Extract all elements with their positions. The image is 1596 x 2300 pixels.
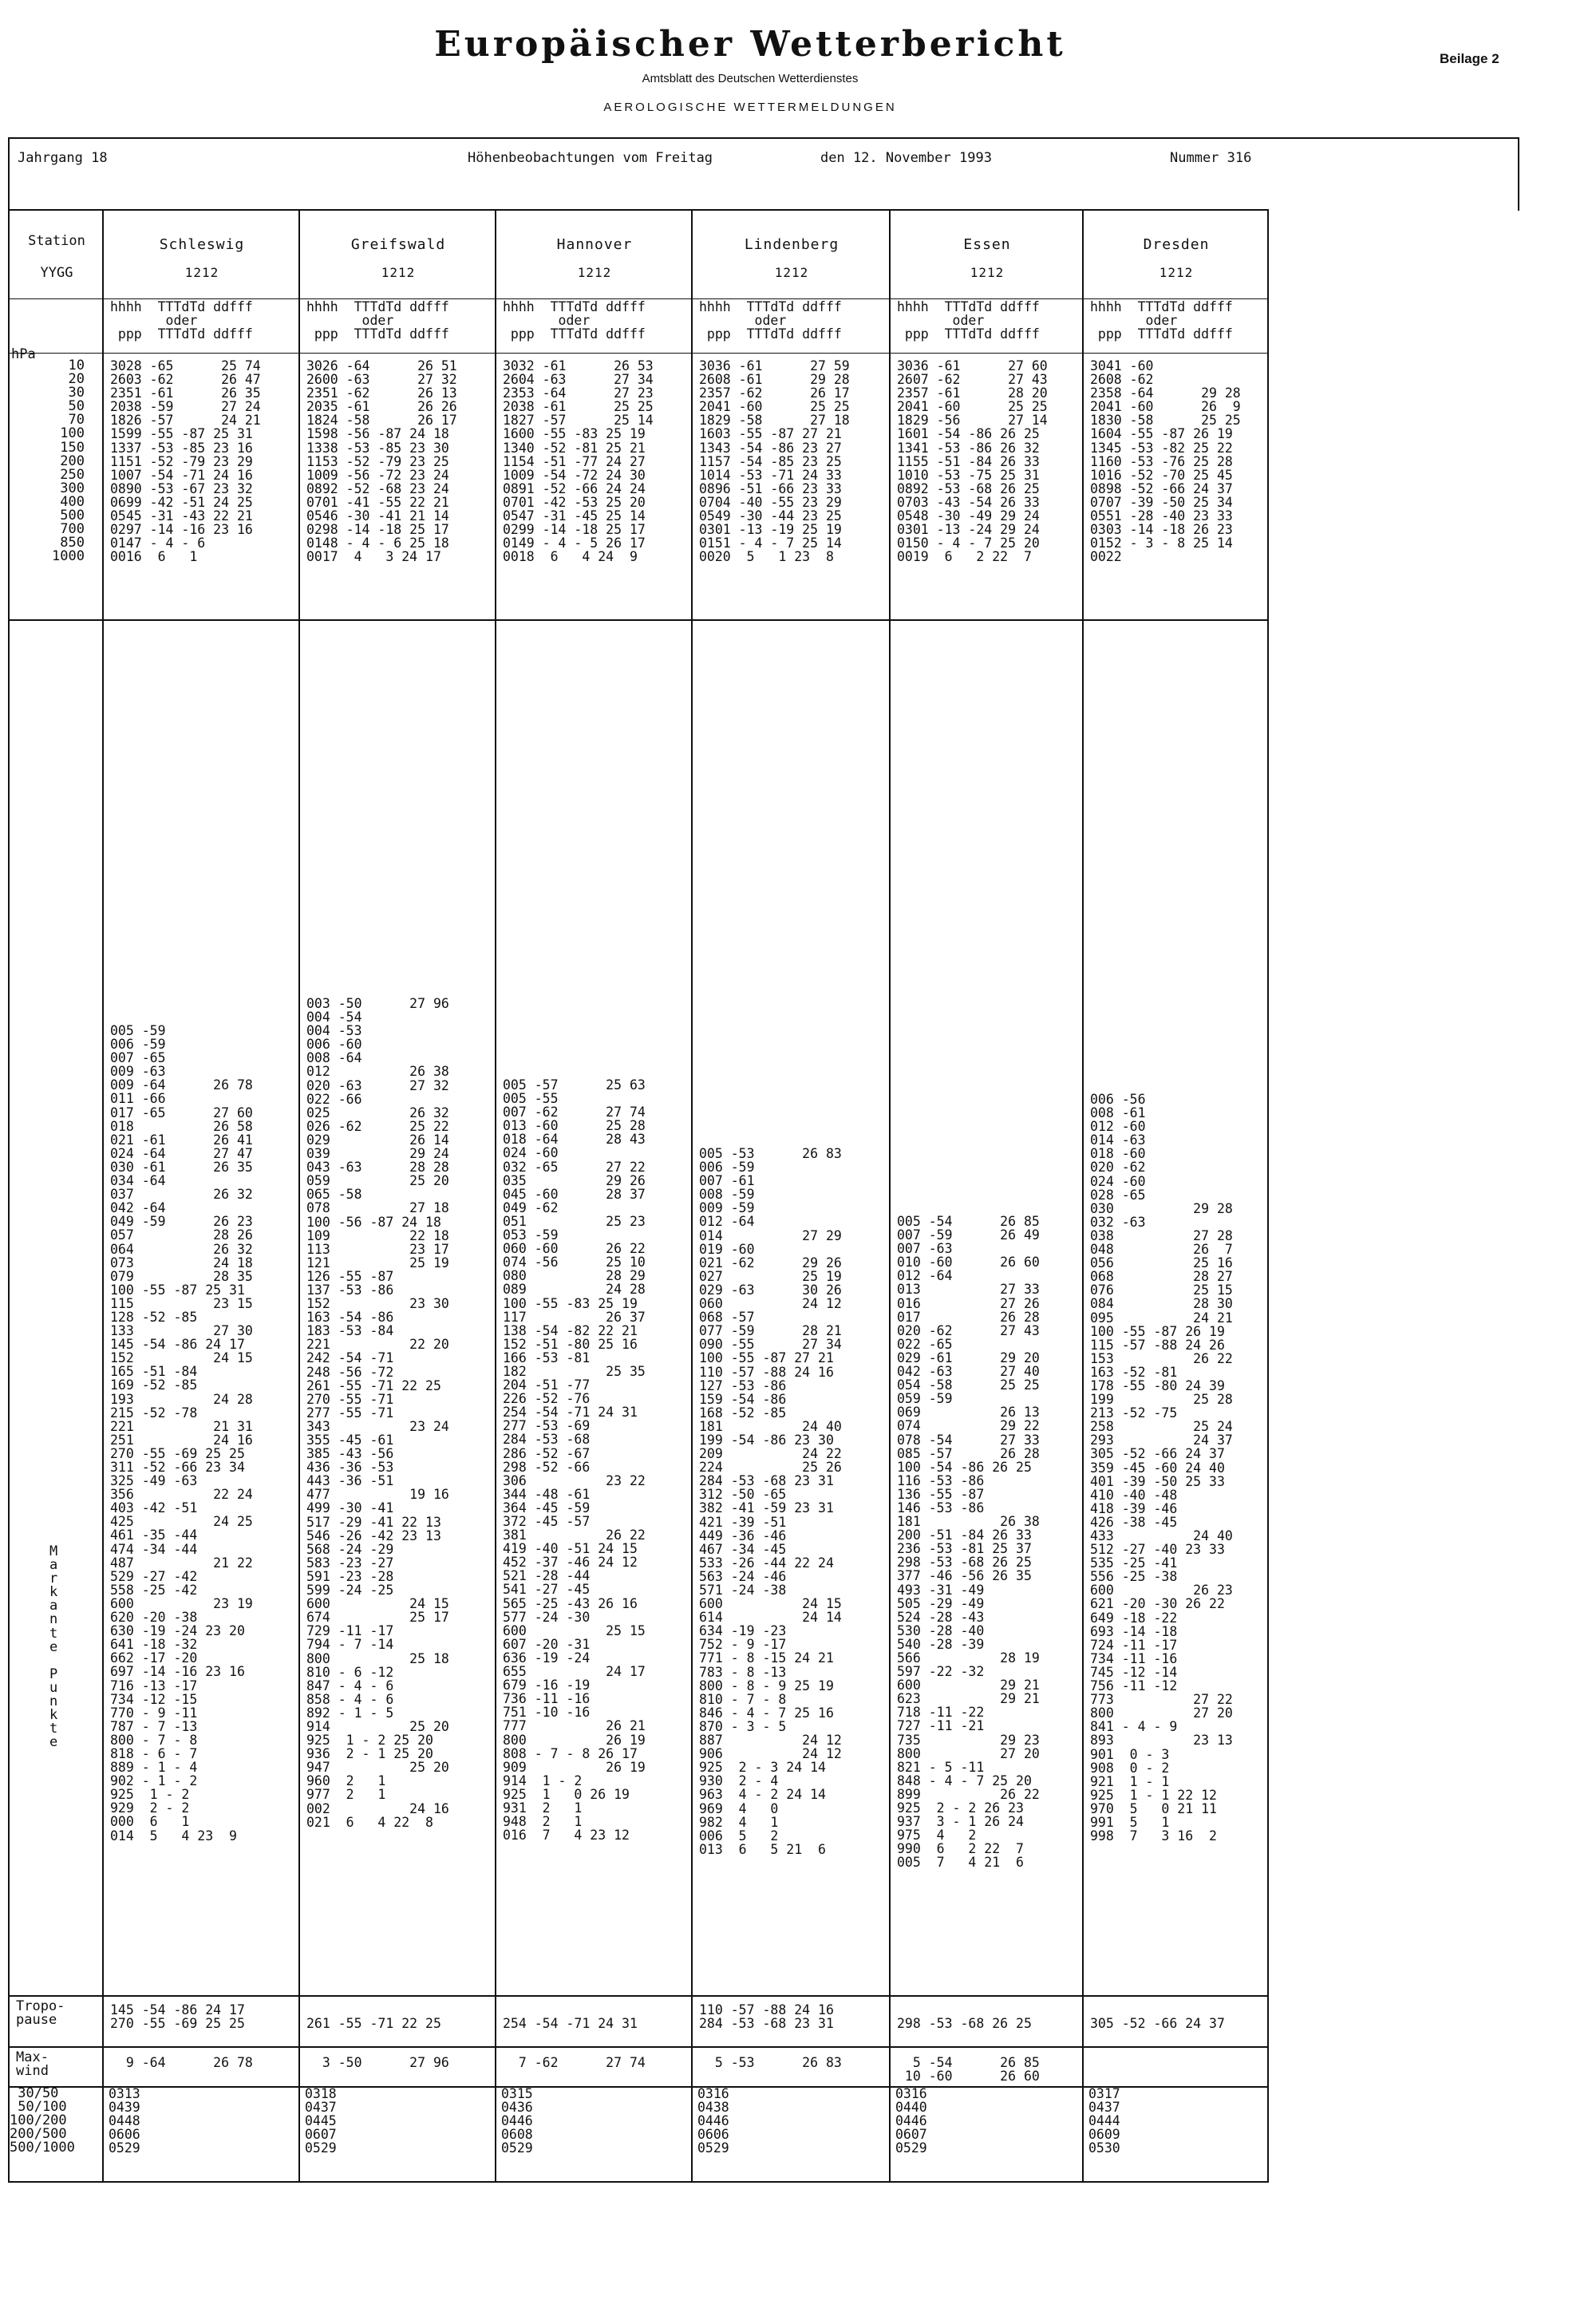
standard-levels-divider xyxy=(10,619,1267,621)
yygg-label: YYGG xyxy=(40,265,73,281)
markante-punkte-divider xyxy=(10,1995,1267,1997)
markante-punkte-block: 005 -54 26 85 007 -59 26 49 007 -63 010 -60 26 60 012 -64 013 27 33 016 27 26 017 26 28 020 -62 27 43 022 -65 029 -61 29 20 042 -63 27 40 054 -58 25 25 059 -59 069 26 13 074 29 22 078 -54 27 33 085 -57 26 28 100 -54 -86 26 25 116 -53 -86 136 -55 -87 146 -53 -86 181 26 38 200 -51 -84 26 33 236 -53 -81 25 37 298 -53 -68 26 25 377 -46 -56 26 35 493 -31 -49 505 -29 -49 524 -28 -43 530 -28 -40 540 -28 -39 566 28 19 597 -22 -32 600 29 21 623 29 21 718 -11 -22 727 -11 -21 735 29 23 800 27 20 821 - 5 -11 848 - 4 - 7 25 20 899 26 22 925 2 - 2 26 23 937 3 - 1 26 24 975 4 2 990 6 2 22 7 005 7 4 21 6 xyxy=(897,1214,1040,1871)
markante-punkte-label: M a r k a n t e P u n k t e xyxy=(49,1543,58,1751)
column-divider xyxy=(298,211,300,2182)
layer-block: 0316 0438 0446 0606 0529 xyxy=(697,2086,729,2156)
tropopause-label: Tropo- pause xyxy=(16,1998,65,2029)
station-yygg: 1212 xyxy=(577,265,612,280)
maxwind-block: 3 -50 27 96 xyxy=(306,2055,449,2070)
station-yygg: 1212 xyxy=(381,265,416,280)
tropopause-block: 110 -57 -88 24 16 284 -53 -68 23 31 xyxy=(699,2002,834,2032)
column-head-line1: hhhh TTTdTd ddfff xyxy=(503,299,646,314)
layer-block: 0317 0437 0444 0609 0530 xyxy=(1088,2086,1120,2156)
markante-punkte-block: 005 -57 25 63 005 -55 007 -62 27 74 013 -60 25 28 018 -64 28 43 024 -60 032 -65 27 22 035 29 26 045 -60 28 37 049 -62 051 25 23 053 -59 060 -60 26 22 074 -56 25 10 080 28 29 089 24 28 100 -55 -83 25 19 117 26 37 138 -54 -82 22 21 152 -51 -80 25 16 166 -53 -81 182 25 35 204 -51 -77 226 -52 -76 254 -54 -71 24 31 277 -53 -69 284 -53 -68 286 -52 -67 298 -52 -66 306 23 22 344 -48 -61 364 -45 -59 372 -45 -57 381 26 22 419 -40 -51 24 15 452 -37 -46 24 12 521 -28 -44 541 -27 -45 565 -25 -43 26 16 577 -24 -30 600 25 15 607 -20 -31 636 -19 -24 655 24 17 679 -16 -19 736 -11 -16 751 -10 -16 777 26 21 800 26 19 808 - 7 - 8 26 17 909 26 19 914 1 - 2 925 1 0 26 19 931 2 1 948 2 1 016 7 4 23 12 xyxy=(503,1077,646,1844)
column-head-line3: ppp TTTdTd ddfff xyxy=(1090,326,1233,342)
maxwind-block: 5 -54 26 85 10 -60 26 60 xyxy=(904,2055,1040,2085)
column-head-line2: oder xyxy=(503,313,591,328)
column-head-line3: ppp TTTdTd ddfff xyxy=(897,326,1040,342)
standard-levels-block: 3032 -61 26 53 2604 -63 27 34 2353 -64 27 23 2038 -61 25 25 1827 -57 25 14 1600 -55 -83 25 19 1340 -52 -81 25 21 1154 -51 -77 24 27 1009 -54 -72 24 30 0891 -52 -66 24 24 0701 -42 -53 25 20 0547 -31 -45 25 14 0299 -14 -18 25 17 0149 - 4 - 5 26 17 0018 6 4 24 9 xyxy=(503,358,654,565)
layer-block: 0318 0437 0445 0607 0529 xyxy=(305,2086,337,2156)
layer-block: 0313 0439 0448 0606 0529 xyxy=(109,2086,140,2156)
tropopause-block: 305 -52 -66 24 37 xyxy=(1090,2016,1225,2032)
jahrgang: Jahrgang 18 xyxy=(18,150,108,166)
column-head-line1: hhhh TTTdTd ddfff xyxy=(699,299,842,314)
report-section: AEROLOGISCHE WETTERMELDUNGEN xyxy=(603,101,897,114)
standard-levels-block: 3041 -60 2608 -62 2358 -64 29 28 2041 -60 26 9 1830 -58 25 25 1604 -55 -87 26 19 1345 -53 -82 25 22 1160 -53 -76 25 28 1016 -52 -70 25 45 0898 -52 -66 24 37 0707 -39 -50 25 34 0551 -28 -40 23 33 0303 -14 -18 26 23 0152 - 3 - 8 25 14 0022 xyxy=(1090,358,1241,565)
report-subtitle: Amtsblatt des Deutschen Wetterdienstes xyxy=(642,72,859,85)
standard-levels-block: 3036 -61 27 60 2607 -62 27 43 2357 -61 28 20 2041 -60 25 25 1829 -56 27 14 1601 -54 -86 26 25 1341 -53 -86 26 32 1155 -51 -84 26 33 1010 -53 -75 25 31 0892 -53 -68 26 25 0703 -43 -54 26 33 0548 -30 -49 29 24 0301 -13 -24 29 24 0150 - 4 - 7 25 20 0019 6 2 22 7 xyxy=(897,358,1048,565)
standard-levels-block: 3026 -64 26 51 2600 -63 27 32 2351 -62 26 13 2035 -61 26 26 1824 -58 26 17 1598 -56 -87 24 18 1338 -53 -85 23 30 1153 -52 -79 23 25 1009 -56 -72 23 24 0892 -52 -68 23 24 0701 -41 -55 22 21 0546 -30 -41 21 14 0298 -14 -18 25 17 0148 - 4 - 6 25 18 0017 4 3 24 17 xyxy=(306,358,457,565)
observation-day: Höhenbeobachtungen vom Freitag xyxy=(468,150,713,166)
column-divider xyxy=(889,211,891,2182)
hpa-label: hPa xyxy=(11,346,36,362)
observation-table xyxy=(8,209,1269,2183)
standard-levels-block: 3028 -65 25 74 2603 -62 26 47 2351 -61 26 35 2038 -59 27 24 1826 -57 24 21 1599 -55 -87 25 31 1337 -53 -85 23 16 1151 -52 -79 23 29 1007 -54 -71 24 16 0890 -53 -67 23 32 0699 -42 -51 24 25 0545 -31 -43 22 21 0297 -14 -16 23 16 0147 - 4 - 6 0016 6 1 xyxy=(110,358,261,565)
observation-date: den 12. November 1993 xyxy=(820,150,992,166)
tropopause-block: 261 -55 -71 22 25 xyxy=(306,2016,441,2032)
column-head-line3: ppp TTTdTd ddfff xyxy=(503,326,646,342)
column-head-line2: oder xyxy=(699,313,787,328)
column-head-line3: ppp TTTdTd ddfff xyxy=(699,326,842,342)
tropopause-divider xyxy=(10,2046,1267,2048)
issue-number: Nummer 316 xyxy=(1170,150,1252,166)
maxwind-divider xyxy=(10,2086,1267,2088)
maxwind-block: 5 -53 26 83 xyxy=(699,2055,842,2070)
pressure-levels: 10 20 30 50 70 100 150 200 250 300 400 500 700 850 1000 xyxy=(52,358,85,565)
station-label: Station xyxy=(28,233,85,249)
layer-labels: 30/50 50/100 100/200 200/500 500/1000 xyxy=(10,2085,75,2156)
maxwind-block: 9 -64 26 78 xyxy=(110,2055,253,2070)
column-divider xyxy=(495,211,496,2182)
station-name: Greifswald xyxy=(350,236,446,253)
station-name: Dresden xyxy=(1143,236,1210,253)
column-head-line1: hhhh TTTdTd ddfff xyxy=(897,299,1040,314)
beilage-label: Beilage 2 xyxy=(1440,51,1499,66)
station-name: Hannover xyxy=(556,236,633,253)
station-yygg: 1212 xyxy=(970,265,1005,280)
column-divider xyxy=(1082,211,1084,2182)
maxwind-block: 7 -62 27 74 xyxy=(503,2055,646,2070)
layer-block: 0315 0436 0446 0608 0529 xyxy=(501,2086,533,2156)
layer-block: 0316 0440 0446 0607 0529 xyxy=(895,2086,927,2156)
maxwind-label: Max- wind xyxy=(16,2049,49,2080)
station-yygg: 1212 xyxy=(774,265,809,280)
tropopause-block: 298 -53 -68 26 25 xyxy=(897,2016,1032,2032)
column-head-line1: hhhh TTTdTd ddfff xyxy=(110,299,253,314)
markante-punkte-block: 003 -50 27 96 004 -54 004 -53 006 -60 008 -64 012 26 38 020 -63 27 32 022 -66 025 26 32 026 -62 25 22 029 26 14 039 29 24 043 -63 28 28 059 25 20 065 -58 078 27 18 100 -56 -87 24 18 109 22 18 113 23 17 121 25 19 126 -55 -87 137 -53 -86 152 23 30 163 -54 -86 183 -53 -84 221 22 20 242 -54 -71 248 -56 -72 261 -55 -71 22 25 270 -55 -71 277 -55 -71 343 23 24 355 -45 -61 385 -43 -56 436 -36 -53 443 -36 -51 477 19 16 499 -30 -41 517 -29 -41 22 13 546 -26 -42 23 13 568 -24 -29 583 -23 -27 591 -23 -28 599 -24 -25 600 24 15 674 25 17 729 -11 -17 794 - 7 -14 800 25 18 810 - 6 -12 847 - 4 - 6 858 - 4 - 6 892 - 1 - 5 914 25 20 925 1 - 2 25 20 936 2 - 1 25 20 947 25 20 960 2 1 977 2 1 002 24 16 021 6 4 22 8 xyxy=(306,996,449,1830)
markante-punkte-block: 005 -59 006 -59 007 -65 009 -63 009 -64 26 78 011 -66 017 -65 27 60 018 26 58 021 -61 26 41 024 -64 27 47 030 -61 26 35 034 -64 037 26 32 042 -64 049 -59 26 23 057 28 26 064 26 32 073 24 18 079 28 35 100 -55 -87 25 31 115 23 15 128 -52 -85 133 27 30 145 -54 -86 24 17 152 24 15 165 -51 -84 169 -52 -85 193 24 28 215 -52 -78 221 21 31 251 24 16 270 -55 -69 25 25 311 -52 -66 23 34 325 -49 -63 356 22 24 403 -42 -51 425 24 25 461 -35 -44 474 -34 -44 487 21 22 529 -27 -42 558 -25 -42 600 23 19 620 -20 -38 630 -19 -24 23 20 641 -18 -32 662 -17 -20 697 -14 -16 23 16 716 -13 -17 734 -12 -15 770 - 9 -11 787 - 7 -13 800 - 7 - 8 818 - 6 - 7 889 - 1 - 4 902 - 1 - 2 925 1 - 2 929 2 - 2 000 6 1 014 5 4 23 9 xyxy=(110,1023,253,1844)
markante-punkte-block: 006 -56 008 -61 012 -60 014 -63 018 -60 020 -62 024 -60 028 -65 030 29 28 032 -63 038 27 28 048 26 7 056 25 16 068 28 27 076 25 15 084 28 30 095 24 21 100 -55 -87 26 19 115 -57 -88 24 26 153 26 22 163 -52 -81 178 -55 -80 24 39 199 25 28 213 -52 -75 258 25 24 293 24 37 305 -52 -66 24 37 359 -45 -60 24 40 401 -39 -50 25 33 410 -40 -48 418 -39 -46 426 -38 -45 433 24 40 512 -27 -40 23 33 535 -25 -41 556 -25 -38 600 26 23 621 -20 -30 26 22 649 -18 -22 693 -14 -18 724 -11 -17 734 -11 -16 745 -12 -14 756 -11 -12 773 27 22 800 27 20 841 - 4 - 9 893 23 13 901 0 - 3 908 0 - 2 921 1 - 1 925 1 - 1 22 12 970 5 0 21 11 991 5 1 998 7 3 16 2 xyxy=(1090,1092,1233,1844)
tropopause-block: 145 -54 -86 24 17 270 -55 -69 25 25 xyxy=(110,2002,245,2032)
station-name: Schleswig xyxy=(159,236,245,253)
column-head-line2: oder xyxy=(306,313,394,328)
column-head-line1: hhhh TTTdTd ddfff xyxy=(1090,299,1233,314)
column-head-line1: hhhh TTTdTd ddfff xyxy=(306,299,449,314)
station-yygg: 1212 xyxy=(1159,265,1194,280)
column-head-line2: oder xyxy=(110,313,198,328)
info-box xyxy=(8,137,1519,211)
column-divider xyxy=(102,211,104,2182)
station-yygg: 1212 xyxy=(184,265,219,280)
report-title: Europäischer Wetterbericht xyxy=(434,24,1066,65)
standard-levels-block: 3036 -61 27 59 2608 -61 29 28 2357 -62 26 17 2041 -60 25 25 1829 -58 27 18 1603 -55 -87 27 21 1343 -54 -86 23 27 1157 -54 -85 23 25 1014 -53 -71 24 33 0896 -51 -66 23 33 0704 -40 -55 23 29 0549 -30 -44 23 25 0301 -13 -19 25 19 0151 - 4 - 7 25 14 0020 5 1 23 8 xyxy=(699,358,850,565)
column-head-line3: ppp TTTdTd ddfff xyxy=(306,326,449,342)
column-divider xyxy=(691,211,693,2182)
column-head-line2: oder xyxy=(1090,313,1178,328)
column-head-line2: oder xyxy=(897,313,985,328)
markante-punkte-block: 005 -53 26 83 006 -59 007 -61 008 -59 009 -59 012 -64 014 27 29 019 -60 021 -62 29 26 027 25 19 029 -63 30 26 060 24 12 068 -57 077 -59 28 21 090 -55 27 34 100 -55 -87 27 21 110 -57 -88 24 16 127 -53 -86 159 -54 -86 168 -52 -85 181 24 40 199 -54 -86 23 30 209 24 22 224 25 26 284 -53 -68 23 31 312 -50 -65 382 -41 -59 23 31 421 -39 -51 449 -36 -46 467 -34 -45 533 -26 -44 22 24 563 -24 -46 571 -24 -38 600 24 15 614 24 14 634 -19 -23 752 - 9 -17 771 - 8 -15 24 21 783 - 8 -13 800 - 8 - 9 25 19 810 - 7 - 8 846 - 4 - 7 25 16 870 - 3 - 5 887 24 12 906 24 12 925 2 - 3 24 14 930 2 - 4 963 4 - 2 24 14 969 4 0 982 4 1 006 5 2 013 6 5 21 6 xyxy=(699,1146,842,1857)
station-name: Lindenberg xyxy=(744,236,839,253)
column-head-line3: ppp TTTdTd ddfff xyxy=(110,326,253,342)
station-name: Essen xyxy=(963,236,1011,253)
column-subheader-divider xyxy=(10,353,1267,354)
tropopause-block: 254 -54 -71 24 31 xyxy=(503,2016,638,2032)
